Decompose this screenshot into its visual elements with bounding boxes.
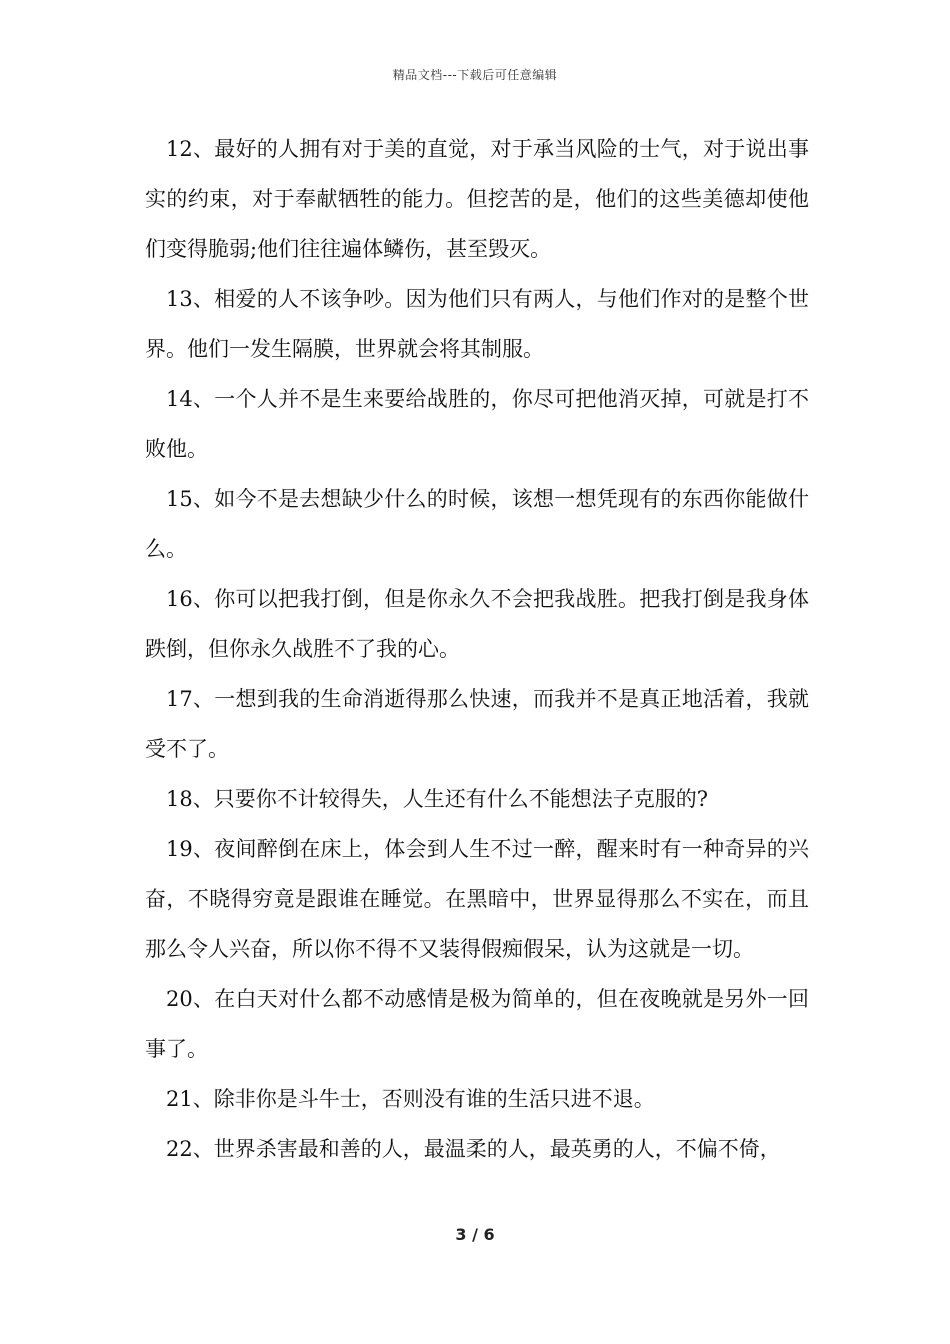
document-body	[145, 124, 809, 1174]
paragraph-15: 15、如今不是去想缺少什么的时候，该想一想凭现有的东西你能做什么。	[145, 487, 809, 561]
paragraph-22: 22、世界杀害最和善的人，最温柔的人，最英勇的人，不偏不倚，	[166, 1137, 781, 1161]
paragraph-17: 17、一想到我的生命消逝得那么快速，而我并不是真正地活着，我就受不了。	[145, 687, 809, 761]
page-number: 3 / 6	[455, 1225, 495, 1244]
paragraph-21: 21、除非你是斗牛士，否则没有谁的生活只进不退。	[166, 1087, 655, 1111]
paragraph-12: 12、最好的人拥有对于美的直觉，对于承当风险的士气，对于说出事实的约束，对于奉献牺牲的能力。但挖苦的是，他们的这些美德却使他们变得脆弱;他们往往遍体鳞伤，甚至毁灭。	[145, 137, 809, 261]
paragraph-20: 20、在白天对什么都不动感情是极为简单的，但在夜晚就是另外一回事了。	[145, 987, 809, 1061]
paragraph-14: 14、一个人并不是生来要给战胜的，你尽可把他消灭掉，可就是打不败他。	[145, 387, 809, 461]
paragraph-16: 16、你可以把我打倒，但是你永久不会把我战胜。把我打倒是我身体跌倒，但你永久战胜不了我的心。	[145, 587, 809, 661]
paragraph-18: 18、只要你不计较得失，人生还有什么不能想法子克服的?	[166, 787, 708, 811]
page-header: 精品文档---下载后可任意编辑	[392, 68, 558, 82]
paragraph-13: 13、相爱的人不该争吵。因为他们只有两人，与他们作对的是整个世界。他们一发生隔膜，世界就会将其制服。	[145, 287, 809, 361]
paragraph-19: 19、夜间醉倒在床上，体会到人生不过一醉，醒来时有一种奇异的兴奋，不晓得穷竟是跟谁在睡觉。在黑暗中，世界显得那么不实在，而且那么令人兴奋，所以你不得不又装得假痴假呆，认为这就是一切。	[145, 837, 809, 961]
